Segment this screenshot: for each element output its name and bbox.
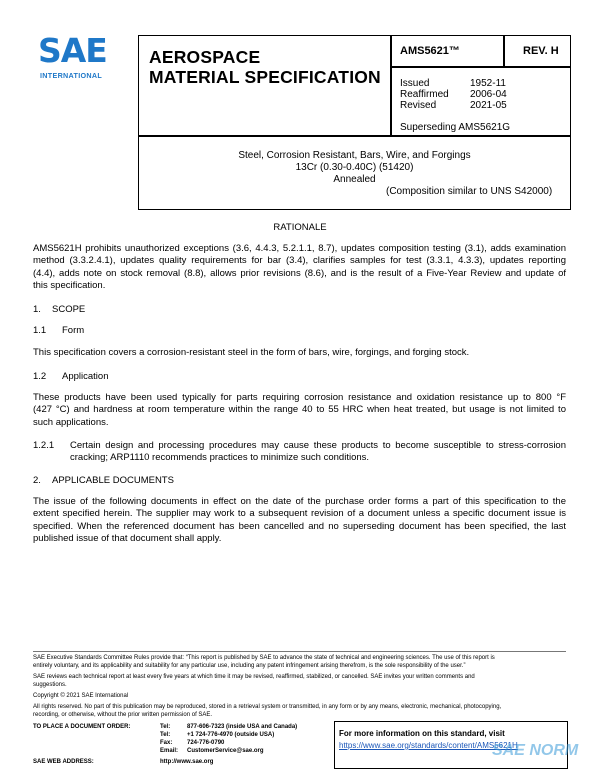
- superseding-note: Superseding AMS5621G: [400, 122, 511, 133]
- contact-value: 724-776-0790: [187, 740, 225, 746]
- date-value: 2006-04: [470, 89, 507, 100]
- footer-rules-line-1: SAE Executive Standards Committee Rules provide that: “This report is published by SAE to advance the state of technical and engineering sciences. The use of this report is: [33, 655, 495, 661]
- section-2-number: 2.: [33, 475, 41, 486]
- section-1-1-title: Form: [62, 325, 85, 336]
- date-value: 2021-05: [470, 100, 507, 111]
- date-label: Issued: [400, 78, 430, 89]
- footer-copyright: Copyright © 2021 SAE International: [33, 693, 129, 699]
- logo-wordmark: SAE: [38, 31, 107, 70]
- web-address-link[interactable]: http://www.sae.org: [160, 759, 214, 765]
- text-line: method (3.3.2.4.1), updates quality requirements for bar (3.4), clarifies samples for test (3.3.1, 4.3.3), updates reporting: [33, 255, 566, 267]
- footer-rights-line-2: recording, or otherwise, without the prior written permission of SAE.: [33, 712, 213, 718]
- sae-logo: [38, 33, 122, 85]
- subject-line-1: Steel, Corrosion Resistant, Bars, Wire, and Forgings: [238, 150, 471, 161]
- web-address-label: SAE WEB ADDRESS:: [33, 759, 94, 765]
- logo-subtitle: INTERNATIONAL: [40, 71, 103, 80]
- section-1-number: 1.: [33, 304, 41, 315]
- subject-line-3: Annealed: [333, 174, 376, 185]
- footer-review-line-1: SAE reviews each technical report at least every five years at which time it may be revised, reaffirmed, stabilized, or cancelled. SAE invites your written comments and: [33, 674, 475, 680]
- title-line-2: MATERIAL SPECIFICATION: [149, 67, 381, 87]
- text-line: Certain design and processing procedures may cause these products to become susceptible to stress-corrosion: [70, 440, 566, 451]
- section-1-title: SCOPE: [52, 304, 86, 315]
- watermark: [480, 738, 598, 774]
- date-value: 1952-11: [470, 78, 506, 89]
- date-label: Revised: [400, 100, 437, 111]
- contact-label: Tel:: [160, 732, 171, 738]
- section-1-2-paragraph: [33, 392, 566, 429]
- text-line: These products have been used typically for parts requiring corrosion resistance and oxidation resistance up to 800 °F: [33, 392, 566, 403]
- date-label: Reaffirmed: [400, 89, 449, 100]
- section-2-paragraph: [33, 496, 566, 545]
- contact-label: Tel:: [160, 724, 171, 730]
- rationale-heading: RATIONALE: [273, 222, 327, 233]
- section-1-2-number: 1.2: [33, 371, 47, 382]
- section-1-1-number: 1.1: [33, 325, 47, 336]
- section-1-2-1-paragraph: [70, 440, 566, 465]
- title-line-1: AEROSPACE: [149, 47, 261, 67]
- contact-label: Email:: [160, 748, 179, 754]
- contact-label: Fax:: [160, 740, 173, 746]
- text-line: published issue of that document shall apply.: [33, 532, 222, 544]
- contact-value: 877-606-7323 (inside USA and Canada): [187, 724, 298, 730]
- footer-divider: [33, 651, 566, 652]
- section-1-2-1-number: 1.2.1: [33, 440, 55, 451]
- text-line: cracking; ARP1110 recommends practices to minimize such conditions.: [70, 452, 370, 464]
- standard-link[interactable]: https://www.sae.org/standards/content/AMS5621H: [339, 741, 518, 750]
- text-line: extent specified herein. The supplier may work to a subsequent revision of a document unless a specific document issue is: [33, 508, 566, 520]
- rationale-paragraph: [33, 243, 566, 292]
- order-label: TO PLACE A DOCUMENT ORDER:: [33, 724, 131, 730]
- text-line: specified. When the referenced document has been cancelled and no superseding document has been specified, the last: [33, 520, 566, 532]
- document-number: AMS5621™: [400, 45, 460, 57]
- text-line: such applications.: [33, 416, 109, 428]
- text-line: The issue of the following documents in effect on the date of the purchase order forms a part of this specification to the: [33, 496, 566, 507]
- footer-rules-line-2: entirely voluntary, and its applicability and suitability for any particular use, including any patent infringement arising therefrom, is the sole responsibility of the user.”: [33, 663, 466, 669]
- footer-review-line-2: suggestions.: [33, 682, 67, 688]
- subject-line-4: (Composition similar to UNS S42000): [386, 186, 553, 197]
- contact-email[interactable]: CustomerService@sae.org: [187, 748, 264, 754]
- section-1-1-text: This specification covers a corrosion-resistant steel in the form of bars, wire, forgings, and forging stock.: [33, 347, 470, 358]
- text-line: (4.4), adds note on stock removal (8.8), allows prior revisions (8.6), and is the result of a Five-Year Review and update of: [33, 267, 566, 279]
- contact-value: +1 724-776-4970 (outside USA): [187, 732, 275, 738]
- section-2-title: APPLICABLE DOCUMENTS: [52, 475, 174, 486]
- document-type-title: [149, 47, 381, 87]
- text-line: this specification.: [33, 279, 106, 291]
- footer-rights-line-1: All rights reserved. No part of this publication may be reproduced, stored in a retrieval system or transmitted, in any form or by any means, electronic, mechanical, photocopying,: [33, 704, 502, 710]
- revision: REV. H: [523, 45, 559, 57]
- subject-line-2: 13Cr (0.30-0.40C) (51420): [295, 162, 414, 173]
- more-info-heading: For more information on this standard, visit: [339, 729, 505, 738]
- text-line: AMS5621H prohibits unauthorized exceptions (3.6, 4.4.3, 5.2.1.1, 8.7), updates composition testing (3.1), adds examination: [33, 243, 566, 254]
- text-line: (427 °C) and hardness at room temperature within the range 40 to 55 HRC when heat treated, but usage is not limited to: [33, 404, 566, 416]
- watermark-text: SAE NORM: [492, 742, 579, 759]
- section-1-2-title: Application: [62, 371, 109, 382]
